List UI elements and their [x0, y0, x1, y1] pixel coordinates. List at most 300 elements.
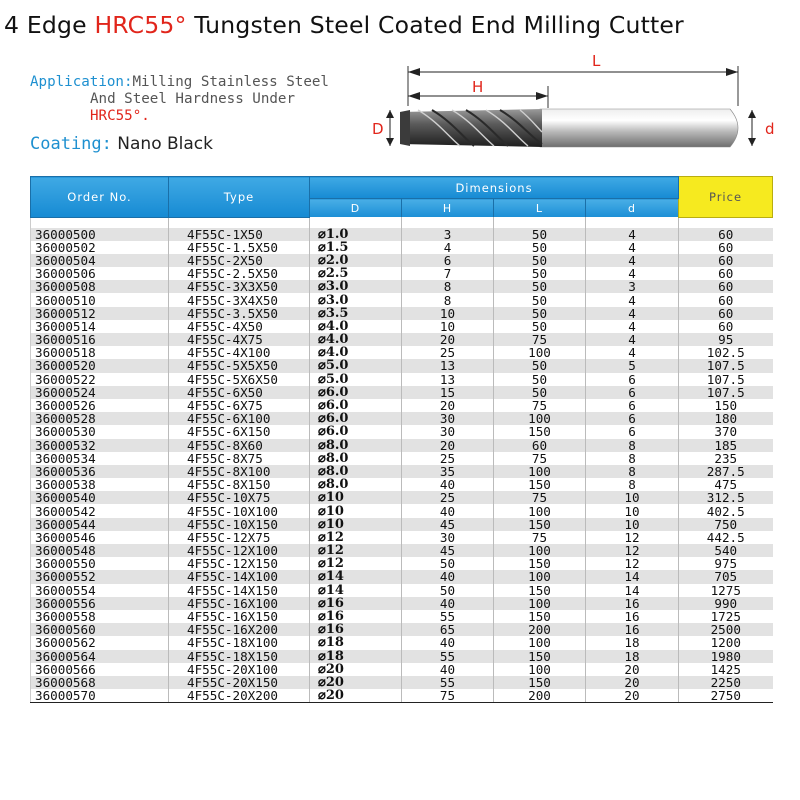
order-no-cell: 36000542 — [31, 504, 169, 517]
table-row — [31, 293, 773, 306]
type-cell: 4F55C-1X50 — [169, 228, 310, 241]
type-cell: 4F55C-1.5X50 — [169, 241, 310, 254]
price-cell: 402.5 — [706, 504, 745, 518]
l-cell: 50 — [494, 228, 586, 241]
l-cell: 50 — [494, 267, 586, 280]
type-cell: 4F55C-5X5X50 — [169, 359, 310, 372]
application-block — [30, 74, 360, 125]
diameter-cell: ⌀14 — [310, 570, 402, 583]
type-cell: 4F55C-16X100 — [169, 597, 310, 610]
l-cell: 150 — [494, 676, 586, 689]
price-cell: 1425 — [710, 662, 741, 676]
price-cell: 60 — [718, 267, 734, 281]
table-row — [31, 623, 773, 636]
h-cell: 65 — [402, 623, 494, 636]
price-cell: 750 — [679, 518, 773, 531]
diameter-cell: ⌀2.5 — [310, 267, 402, 280]
coating-label: Coating: — [30, 134, 112, 154]
price-cell: 95 — [679, 333, 773, 346]
h-cell: 55 — [402, 650, 494, 663]
type-cell: 4F55C-6X100 — [169, 412, 310, 425]
table-row — [31, 412, 773, 425]
l-cell: 50 — [494, 307, 586, 320]
price-cell: 150 — [714, 398, 738, 413]
shank-d-cell: 8 — [586, 439, 679, 452]
l-cell: 200 — [494, 623, 586, 636]
h-cell: 13 — [402, 359, 494, 372]
h-cell: 40 — [402, 663, 494, 676]
order-no-cell: 36000560 — [31, 623, 169, 636]
order-no-cell: 36000546 — [31, 531, 169, 544]
price-cell: 107.5 — [679, 359, 773, 372]
diameter-cell: ⌀8.0 — [310, 465, 402, 478]
type-cell: 4F55C-16X200 — [169, 623, 310, 636]
order-no-cell: 36000536 — [31, 465, 169, 478]
shank-d-cell: 4 — [586, 267, 679, 280]
type-cell: 4F55C-8X60 — [169, 439, 310, 452]
l-cell: 75 — [494, 491, 586, 504]
l-cell: 150 — [494, 518, 586, 531]
price-cell: 185 — [679, 439, 773, 452]
diameter-cell: ⌀4.0 — [310, 320, 402, 333]
table-row — [31, 254, 773, 267]
price-cell: 705 — [679, 570, 773, 583]
type-cell: 4F55C-18X100 — [169, 636, 310, 649]
price-cell: 60 — [679, 254, 773, 267]
shank-d-cell: 4 — [586, 320, 679, 333]
shank-d-cell: 4 — [586, 254, 679, 267]
h-cell: 40 — [402, 504, 494, 517]
diameter-cell: ⌀3.0 — [310, 293, 402, 306]
diameter-cell: ⌀6.0 — [310, 425, 402, 438]
diameter-cell: ⌀3.0 — [310, 280, 402, 293]
l-cell: 75 — [494, 333, 586, 346]
type-cell: 4F55C-4X75 — [169, 333, 310, 346]
h-cell: 25 — [402, 346, 494, 359]
table-row — [31, 228, 773, 241]
l-cell: 150 — [494, 478, 586, 491]
table-row — [31, 491, 773, 504]
shank-d-cell: 4 — [586, 241, 679, 254]
order-no-cell: 36000564 — [31, 650, 169, 663]
l-cell: 75 — [494, 399, 586, 412]
title-post: Tungsten Steel Coated End Milling Cutter — [186, 11, 684, 39]
l-cell: 100 — [494, 636, 586, 649]
header-price: Price — [679, 177, 773, 218]
l-cell: 60 — [494, 439, 586, 452]
shank-d-cell: 6 — [586, 373, 679, 386]
l-cell: 50 — [494, 293, 586, 306]
diameter-cell: ⌀12 — [310, 557, 402, 570]
h-cell: 8 — [402, 280, 494, 293]
table-row — [31, 241, 773, 254]
type-cell: 4F55C-12X75 — [169, 531, 310, 544]
l-cell: 100 — [494, 465, 586, 478]
type-cell: 4F55C-2X50 — [169, 254, 310, 267]
l-cell: 100 — [494, 504, 586, 517]
shank-d-cell: 3 — [586, 280, 679, 293]
page-title — [4, 8, 800, 42]
price-cell: 102.5 — [706, 346, 745, 360]
price-cell: 370 — [714, 425, 738, 439]
price-cell: 2250 — [679, 676, 773, 689]
diameter-cell: ⌀16 — [310, 623, 402, 636]
table-row — [31, 676, 773, 689]
table-row — [31, 650, 773, 663]
l-cell: 50 — [494, 254, 586, 267]
application-line1: Milling Stainless Steel — [132, 74, 329, 90]
type-cell: 4F55C-10X75 — [169, 491, 310, 504]
order-no-cell: 36000562 — [31, 636, 169, 649]
shank-d-cell: 6 — [586, 386, 679, 399]
h-cell: 25 — [402, 491, 494, 504]
shank-d-cell: 4 — [586, 228, 679, 241]
type-cell: 4F55C-16X150 — [169, 610, 310, 623]
dim-D-label: D — [372, 120, 384, 138]
order-no-cell: 36000558 — [31, 610, 169, 623]
order-no-cell: 36000518 — [31, 346, 169, 359]
price-cell: 60 — [679, 307, 773, 320]
l-cell: 100 — [494, 544, 586, 557]
price-cell: 975 — [714, 557, 738, 571]
diameter-cell: ⌀5.0 — [310, 359, 402, 372]
price-cell: 442.5 — [706, 530, 745, 544]
order-no-cell: 36000500 — [31, 228, 169, 241]
table-row — [31, 584, 773, 597]
l-cell: 75 — [494, 531, 586, 544]
type-cell: 4F55C-18X150 — [169, 650, 310, 663]
h-cell: 35 — [402, 465, 494, 478]
table-row — [31, 439, 773, 452]
table-row — [31, 478, 773, 491]
shank-d-cell: 10 — [586, 491, 679, 504]
shank-d-cell: 4 — [586, 293, 679, 306]
shank-d-cell: 6 — [586, 425, 679, 438]
h-cell: 25 — [402, 452, 494, 465]
diameter-cell: ⌀18 — [310, 650, 402, 663]
order-no-cell: 36000548 — [31, 544, 169, 557]
h-cell: 55 — [402, 610, 494, 623]
spec-table — [30, 176, 773, 703]
table-row — [31, 399, 773, 412]
table-row — [31, 346, 773, 359]
diameter-cell: ⌀16 — [310, 597, 402, 610]
header-D: D — [310, 199, 402, 218]
shank-d-cell: 16 — [586, 623, 679, 636]
order-no-cell: 36000508 — [31, 280, 169, 293]
type-cell: 4F55C-12X150 — [169, 557, 310, 570]
header-type: Type — [169, 177, 310, 218]
diameter-cell: ⌀4.0 — [310, 333, 402, 346]
shank-d-cell: 6 — [586, 412, 679, 425]
type-cell: 4F55C-10X150 — [169, 518, 310, 531]
h-cell: 30 — [402, 412, 494, 425]
table-row — [31, 557, 773, 570]
order-no-cell: 36000534 — [31, 452, 169, 465]
header-d: d — [586, 199, 679, 218]
order-no-cell: 36000520 — [31, 359, 169, 372]
table-row — [31, 425, 773, 438]
shank-d-cell: 4 — [586, 307, 679, 320]
table-row — [31, 333, 773, 346]
order-no-cell: 36000524 — [31, 386, 169, 399]
price-cell: 312.5 — [679, 491, 773, 504]
order-no-cell: 36000540 — [31, 491, 169, 504]
h-cell: 10 — [402, 307, 494, 320]
dim-L-label: L — [592, 52, 601, 70]
l-cell: 100 — [494, 412, 586, 425]
order-no-cell: 36000544 — [31, 518, 169, 531]
table-row — [31, 280, 773, 293]
type-cell: 4F55C-8X100 — [169, 465, 310, 478]
l-cell: 50 — [494, 359, 586, 372]
application-label: Application: — [30, 74, 133, 90]
h-cell: 40 — [402, 570, 494, 583]
h-cell: 75 — [402, 689, 494, 703]
order-no-cell: 36000538 — [31, 478, 169, 491]
table-row — [31, 267, 773, 280]
shank-d-cell: 18 — [586, 650, 679, 663]
h-cell: 6 — [402, 254, 494, 267]
diameter-cell: ⌀5.0 — [310, 373, 402, 386]
h-cell: 13 — [402, 373, 494, 386]
h-cell: 10 — [402, 320, 494, 333]
shank-d-cell: 8 — [586, 478, 679, 491]
order-no-cell: 36000554 — [31, 584, 169, 597]
h-cell: 50 — [402, 584, 494, 597]
type-cell: 4F55C-20X200 — [169, 689, 310, 703]
title-pre: 4 Edge — [4, 11, 95, 39]
application-line2: And Steel Hardness Under — [90, 91, 295, 107]
diameter-cell: ⌀20 — [310, 676, 402, 689]
h-cell: 20 — [402, 333, 494, 346]
header-dimensions: Dimensions — [310, 177, 679, 199]
price-cell: 60 — [679, 228, 773, 241]
table-row — [31, 689, 773, 703]
l-cell: 150 — [494, 425, 586, 438]
shank-d-cell: 18 — [586, 636, 679, 649]
price-cell: 287.5 — [679, 465, 773, 478]
price-cell: 60 — [718, 293, 734, 307]
h-cell: 55 — [402, 676, 494, 689]
type-cell: 4F55C-3.5X50 — [169, 307, 310, 320]
diameter-cell: ⌀10 — [310, 504, 402, 517]
h-cell: 40 — [402, 597, 494, 610]
type-cell: 4F55C-4X50 — [169, 320, 310, 333]
l-cell: 100 — [494, 570, 586, 583]
diameter-cell: ⌀12 — [310, 544, 402, 557]
order-no-cell: 36000512 — [31, 307, 169, 320]
diameter-cell: ⌀1.0 — [310, 228, 402, 241]
order-no-cell: 36000516 — [31, 333, 169, 346]
type-cell: 4F55C-6X75 — [169, 399, 310, 412]
diameter-cell: ⌀20 — [310, 689, 402, 703]
diameter-cell: ⌀20 — [310, 663, 402, 676]
type-cell: 4F55C-20X100 — [169, 663, 310, 676]
h-cell: 4 — [402, 241, 494, 254]
type-cell: 4F55C-3X3X50 — [169, 280, 310, 293]
end-mill-diagram — [360, 52, 800, 162]
order-no-cell: 36000514 — [31, 320, 169, 333]
l-cell: 50 — [494, 320, 586, 333]
coating-value: Nano Black — [111, 134, 214, 154]
h-cell: 30 — [402, 425, 494, 438]
h-cell: 20 — [402, 439, 494, 452]
order-no-cell: 36000552 — [31, 570, 169, 583]
diameter-cell: ⌀10 — [310, 518, 402, 531]
price-cell: 990 — [679, 597, 773, 610]
diameter-cell: ⌀6.0 — [310, 399, 402, 412]
type-cell: 4F55C-3X4X50 — [169, 293, 310, 306]
price-cell: 540 — [679, 544, 773, 557]
shank-d-cell: 10 — [586, 504, 679, 517]
shank-d-cell: 8 — [586, 452, 679, 465]
type-cell: 4F55C-8X75 — [169, 452, 310, 465]
h-cell: 40 — [402, 478, 494, 491]
price-cell: 1275 — [710, 583, 741, 597]
diameter-cell: ⌀8.0 — [310, 452, 402, 465]
title-highlight: HRC55° — [94, 11, 187, 39]
l-cell: 50 — [494, 241, 586, 254]
price-cell: 60 — [718, 240, 734, 254]
type-cell: 4F55C-14X100 — [169, 570, 310, 583]
order-no-cell: 36000526 — [31, 399, 169, 412]
shank-d-cell: 5 — [586, 359, 679, 372]
shank-d-cell: 20 — [586, 676, 679, 689]
table-row — [31, 518, 773, 531]
price-cell: 1200 — [710, 636, 741, 650]
shank-d-cell: 10 — [586, 518, 679, 531]
table-row — [31, 544, 773, 557]
type-cell: 4F55C-10X100 — [169, 504, 310, 517]
l-cell: 50 — [494, 373, 586, 386]
coating-block — [30, 134, 213, 154]
table-row — [31, 504, 773, 517]
diameter-cell: ⌀8.0 — [310, 478, 402, 491]
shank-d-cell: 12 — [586, 557, 679, 570]
diameter-cell: ⌀14 — [310, 584, 402, 597]
application-line3: HRC55°. — [90, 108, 150, 124]
price-cell: 60 — [679, 280, 773, 293]
type-cell: 4F55C-6X50 — [169, 386, 310, 399]
table-row — [31, 320, 773, 333]
l-cell: 150 — [494, 584, 586, 597]
l-cell: 100 — [494, 663, 586, 676]
diameter-cell: ⌀4.0 — [310, 346, 402, 359]
h-cell: 7 — [402, 267, 494, 280]
h-cell: 45 — [402, 544, 494, 557]
type-cell: 4F55C-12X100 — [169, 544, 310, 557]
shank-d-cell: 12 — [586, 544, 679, 557]
diameter-cell: ⌀1.5 — [310, 241, 402, 254]
l-cell: 150 — [494, 650, 586, 663]
order-no-cell: 36000528 — [31, 412, 169, 425]
shank-d-cell: 12 — [586, 531, 679, 544]
shank-d-cell: 4 — [586, 346, 679, 359]
order-no-cell: 36000556 — [31, 597, 169, 610]
table-row — [31, 452, 773, 465]
l-cell: 150 — [494, 610, 586, 623]
price-cell: 107.5 — [706, 372, 745, 386]
l-cell: 75 — [494, 452, 586, 465]
price-cell: 2750 — [679, 689, 773, 703]
l-cell: 200 — [494, 689, 586, 703]
header-L: L — [494, 199, 586, 218]
diameter-cell: ⌀12 — [310, 531, 402, 544]
h-cell: 20 — [402, 399, 494, 412]
l-cell: 100 — [494, 597, 586, 610]
table-row — [31, 597, 773, 610]
shank-d-cell: 14 — [586, 570, 679, 583]
table-row — [31, 465, 773, 478]
type-cell: 4F55C-8X150 — [169, 478, 310, 491]
order-no-cell: 36000550 — [31, 557, 169, 570]
table-row — [31, 663, 773, 676]
shank-d-cell: 20 — [586, 663, 679, 676]
table-row — [31, 307, 773, 320]
order-no-cell: 36000522 — [31, 373, 169, 386]
diameter-cell: ⌀18 — [310, 636, 402, 649]
h-cell: 30 — [402, 531, 494, 544]
table-row — [31, 610, 773, 623]
order-no-cell: 36000506 — [31, 267, 169, 280]
order-no-cell: 36000566 — [31, 663, 169, 676]
dim-d-label: d — [765, 120, 775, 138]
header-H: H — [402, 199, 494, 218]
table-row — [31, 359, 773, 372]
h-cell: 3 — [402, 228, 494, 241]
h-cell: 15 — [402, 386, 494, 399]
h-cell: 50 — [402, 557, 494, 570]
order-no-cell: 36000530 — [31, 425, 169, 438]
diameter-cell: ⌀10 — [310, 491, 402, 504]
diameter-cell: ⌀2.0 — [310, 254, 402, 267]
type-cell: 4F55C-2.5X50 — [169, 267, 310, 280]
price-cell: 180 — [679, 412, 773, 425]
type-cell: 4F55C-4X100 — [169, 346, 310, 359]
type-cell: 4F55C-14X150 — [169, 584, 310, 597]
shank-d-cell: 20 — [586, 689, 679, 703]
h-cell: 8 — [402, 293, 494, 306]
price-cell: 1725 — [710, 609, 741, 624]
diameter-cell: ⌀16 — [310, 610, 402, 623]
shank-d-cell: 4 — [586, 333, 679, 346]
type-cell: 4F55C-20X150 — [169, 676, 310, 689]
diameter-cell: ⌀8.0 — [310, 439, 402, 452]
order-no-cell: 36000502 — [31, 241, 169, 254]
type-cell: 4F55C-6X150 — [169, 425, 310, 438]
table-row — [31, 373, 773, 386]
header-order-no: Order No. — [31, 177, 169, 218]
h-cell: 40 — [402, 636, 494, 649]
l-cell: 50 — [494, 386, 586, 399]
shank-d-cell: 16 — [586, 597, 679, 610]
shank-d-cell: 16 — [586, 610, 679, 623]
diameter-cell: ⌀3.5 — [310, 307, 402, 320]
type-cell: 4F55C-5X6X50 — [169, 373, 310, 386]
shank-d-cell: 8 — [586, 465, 679, 478]
h-cell: 45 — [402, 518, 494, 531]
order-no-cell: 36000568 — [31, 676, 169, 689]
price-cell: 235 — [714, 451, 738, 465]
order-no-cell: 36000510 — [31, 293, 169, 306]
diameter-cell: ⌀6.0 — [310, 386, 402, 399]
price-cell: 2500 — [679, 623, 773, 636]
table-row — [31, 531, 773, 544]
table-row — [31, 386, 773, 399]
l-cell: 100 — [494, 346, 586, 359]
table-row — [31, 570, 773, 583]
